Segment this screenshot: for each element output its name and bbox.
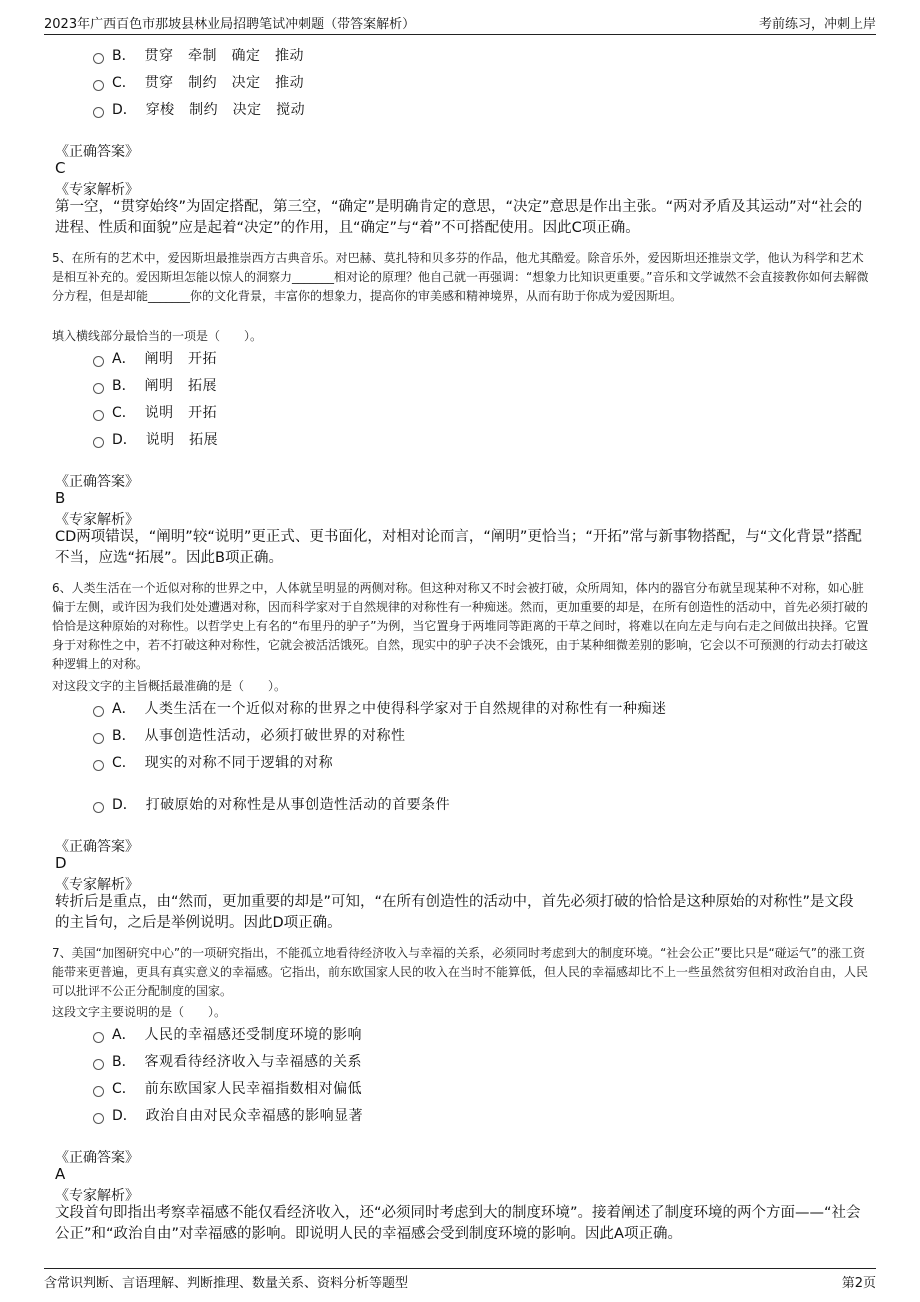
radio-icon[interactable] <box>93 760 104 771</box>
option-d[interactable]: D． 政治自由对民众幸福感的影响显著 <box>93 1105 363 1125</box>
header-title: 2023年广西百色市那坡县林业局招聘笔试冲刺题（带答案解析） <box>44 17 416 32</box>
radio-icon[interactable] <box>93 1113 104 1124</box>
option-c[interactable]: C． 前东欧国家人民幸福指数相对偏低 <box>93 1078 362 1098</box>
option-b[interactable]: B． 客观看待经济收入与幸福感的关系 <box>93 1051 362 1071</box>
option-a[interactable]: A． 人民的幸福感还受制度环境的影响 <box>93 1024 362 1044</box>
answer-value: D <box>55 854 67 872</box>
option-d[interactable]: D． 穿梭 制约 决定 搅动 <box>93 99 305 119</box>
header-slogan: 考前练习，冲刺上岸 <box>758 17 876 32</box>
radio-icon[interactable] <box>93 437 104 448</box>
option-c[interactable]: C． 现实的对称不同于逻辑的对称 <box>93 752 333 772</box>
option-b[interactable]: B． 阐明 拓展 <box>93 375 217 395</box>
radio-icon[interactable] <box>93 1086 104 1097</box>
option-d[interactable]: D． 说明 拓展 <box>93 429 218 449</box>
question-text: 6、人类生活在一个近似对称的世界之中，人体就呈明显的两侧对称。但这种对称又不时会被打破，众所周知，体内的器官分布就呈现某种不对称，如心脏偏于左侧，或许因为我们处处遭遇对称，因而科学家对于自然规律的对称性有一种痴迷。然而，更加重要的却是，在所有创造性的活动中，首先必须打破的恰恰是这种原始的对称性。以哲学史上有名的“布里丹的驴子”为例，当它置身于两堆同等距离的干草之间时，将难以在向左走与向右走之间做出抉择。它置身于对称性之中，若不打破这种对称性，它就会被活活饿死。自然，现实中的驴子决不会饿死，由于某种细微差别的影响，它会以不可预测的行动去打破这种逻辑上的对称。 <box>52 581 869 671</box>
radio-icon[interactable] <box>93 1032 104 1043</box>
analysis-text: 文段首句即指出考察幸福感不能仅看经济收入，还“必须同时考虑到大的制度环境”。接着阐述了制度环境的两个方面——“社会公正”和“政治自由”对幸福感的影响。即说明人民的幸福感会受到制度环境的影响。因此A项正确。 <box>55 1205 861 1242</box>
page-header <box>44 10 876 35</box>
page-number: 第2页 <box>841 1276 876 1291</box>
analysis-label: 《专家解析》 <box>55 512 139 528</box>
option-d[interactable]: D． 打破原始的对称性是从事创造性活动的首要条件 <box>93 794 450 814</box>
radio-icon[interactable] <box>93 1059 104 1070</box>
analysis-label: 《专家解析》 <box>55 877 139 893</box>
option-c[interactable]: C． 贯穿 制约 决定 推动 <box>93 72 304 92</box>
option-b[interactable]: B． 从事创造性活动，必须打破世界的对称性 <box>93 725 406 745</box>
question-prompt: 填入横线部分最恰当的一项是（ ）。 <box>52 329 263 343</box>
analysis-text: 第一空，“贯穿始终”为固定搭配，第三空，“确定”是明确肯定的意思，“决定”意思是作出主张。“两对矛盾及其运动”对“社会的进程、性质和面貌”应是起着“决定”的作用，且“确定”与“着”不可搭配使用。因此C项正确。 <box>55 199 863 236</box>
radio-icon[interactable] <box>93 802 104 813</box>
answer-label: 《正确答案》 <box>55 1150 139 1166</box>
analysis-text: 转折后是重点，由“然而，更加重要的却是”可知，“在所有创造性的活动中，首先必须打破的恰恰是这种原始的对称性”是文段的主旨句，之后是举例说明。因此D项正确。 <box>55 894 854 931</box>
question-text: 7、美国“加图研究中心”的一项研究指出，不能孤立地看待经济收入与幸福的关系，必须同时考虑到大的制度环境。“社会公正”要比只是“碰运气”的涨工资能带来更普遍，更具有真实意义的幸福感。它指出，前东欧国家人民的收入在当时不能算低，但人民的幸福感却比不上一些虽然贫穷但相对政治自由，人民可以批评不公正分配制度的国家。 <box>52 946 869 998</box>
option-a[interactable]: A． 人类生活在一个近似对称的世界之中使得科学家对于自然规律的对称性有一种痴迷 <box>93 698 666 718</box>
radio-icon[interactable] <box>93 383 104 394</box>
option-a[interactable]: A． 阐明 开拓 <box>93 348 217 368</box>
option-c[interactable]: C． 说明 开拓 <box>93 402 217 422</box>
footer-description: 含常识判断、言语理解、判断推理、数量关系、资料分析等题型 <box>44 1276 409 1291</box>
radio-icon[interactable] <box>93 410 104 421</box>
radio-icon[interactable] <box>93 706 104 717</box>
answer-value: A <box>55 1165 66 1183</box>
option-b[interactable]: B． 贯穿 牵制 确定 推动 <box>93 45 304 65</box>
analysis-label: 《专家解析》 <box>55 1188 139 1204</box>
answer-label: 《正确答案》 <box>55 839 139 855</box>
question-prompt: 这段文字主要说明的是（ ）。 <box>52 1005 227 1019</box>
analysis-label: 《专家解析》 <box>55 182 139 198</box>
radio-icon[interactable] <box>93 733 104 744</box>
answer-value: C <box>55 159 66 177</box>
radio-icon[interactable] <box>93 356 104 367</box>
question-prompt: 对这段文字的主旨概括最准确的是（ ）。 <box>52 679 287 693</box>
answer-label: 《正确答案》 <box>55 474 139 490</box>
question-text: 5、在所有的艺术中，爱因斯坦最推崇西方古典音乐。对巴赫、莫扎特和贝多芬的作品，他尤其酷爱。除音乐外，爱因斯坦还推崇文学，他认为科学和艺术是相互补充的。爱因斯坦怎能以惊人的洞察力_______相对论的原理？他自己就一再强调：“想象力比知识更重要。”音乐和文学诚然不会直接教你如何去解微分方程，但是却能_______你的文化背景，丰富你的想象力，提高你的审美感和精神境界，从而有助于你成为爱因斯坦。 <box>52 251 869 303</box>
radio-icon[interactable] <box>93 80 104 91</box>
answer-label: 《正确答案》 <box>55 144 139 160</box>
answer-value: B <box>55 489 66 507</box>
radio-icon[interactable] <box>93 53 104 64</box>
analysis-text: CD两项错误，“阐明”较“说明”更正式、更书面化，对相对论而言，“阐明”更恰当；“开拓”常与新事物搭配，与“文化背景”搭配不当，应选“拓展”。因此B项正确。 <box>55 529 862 566</box>
radio-icon[interactable] <box>93 107 104 118</box>
page-footer <box>44 1268 876 1294</box>
